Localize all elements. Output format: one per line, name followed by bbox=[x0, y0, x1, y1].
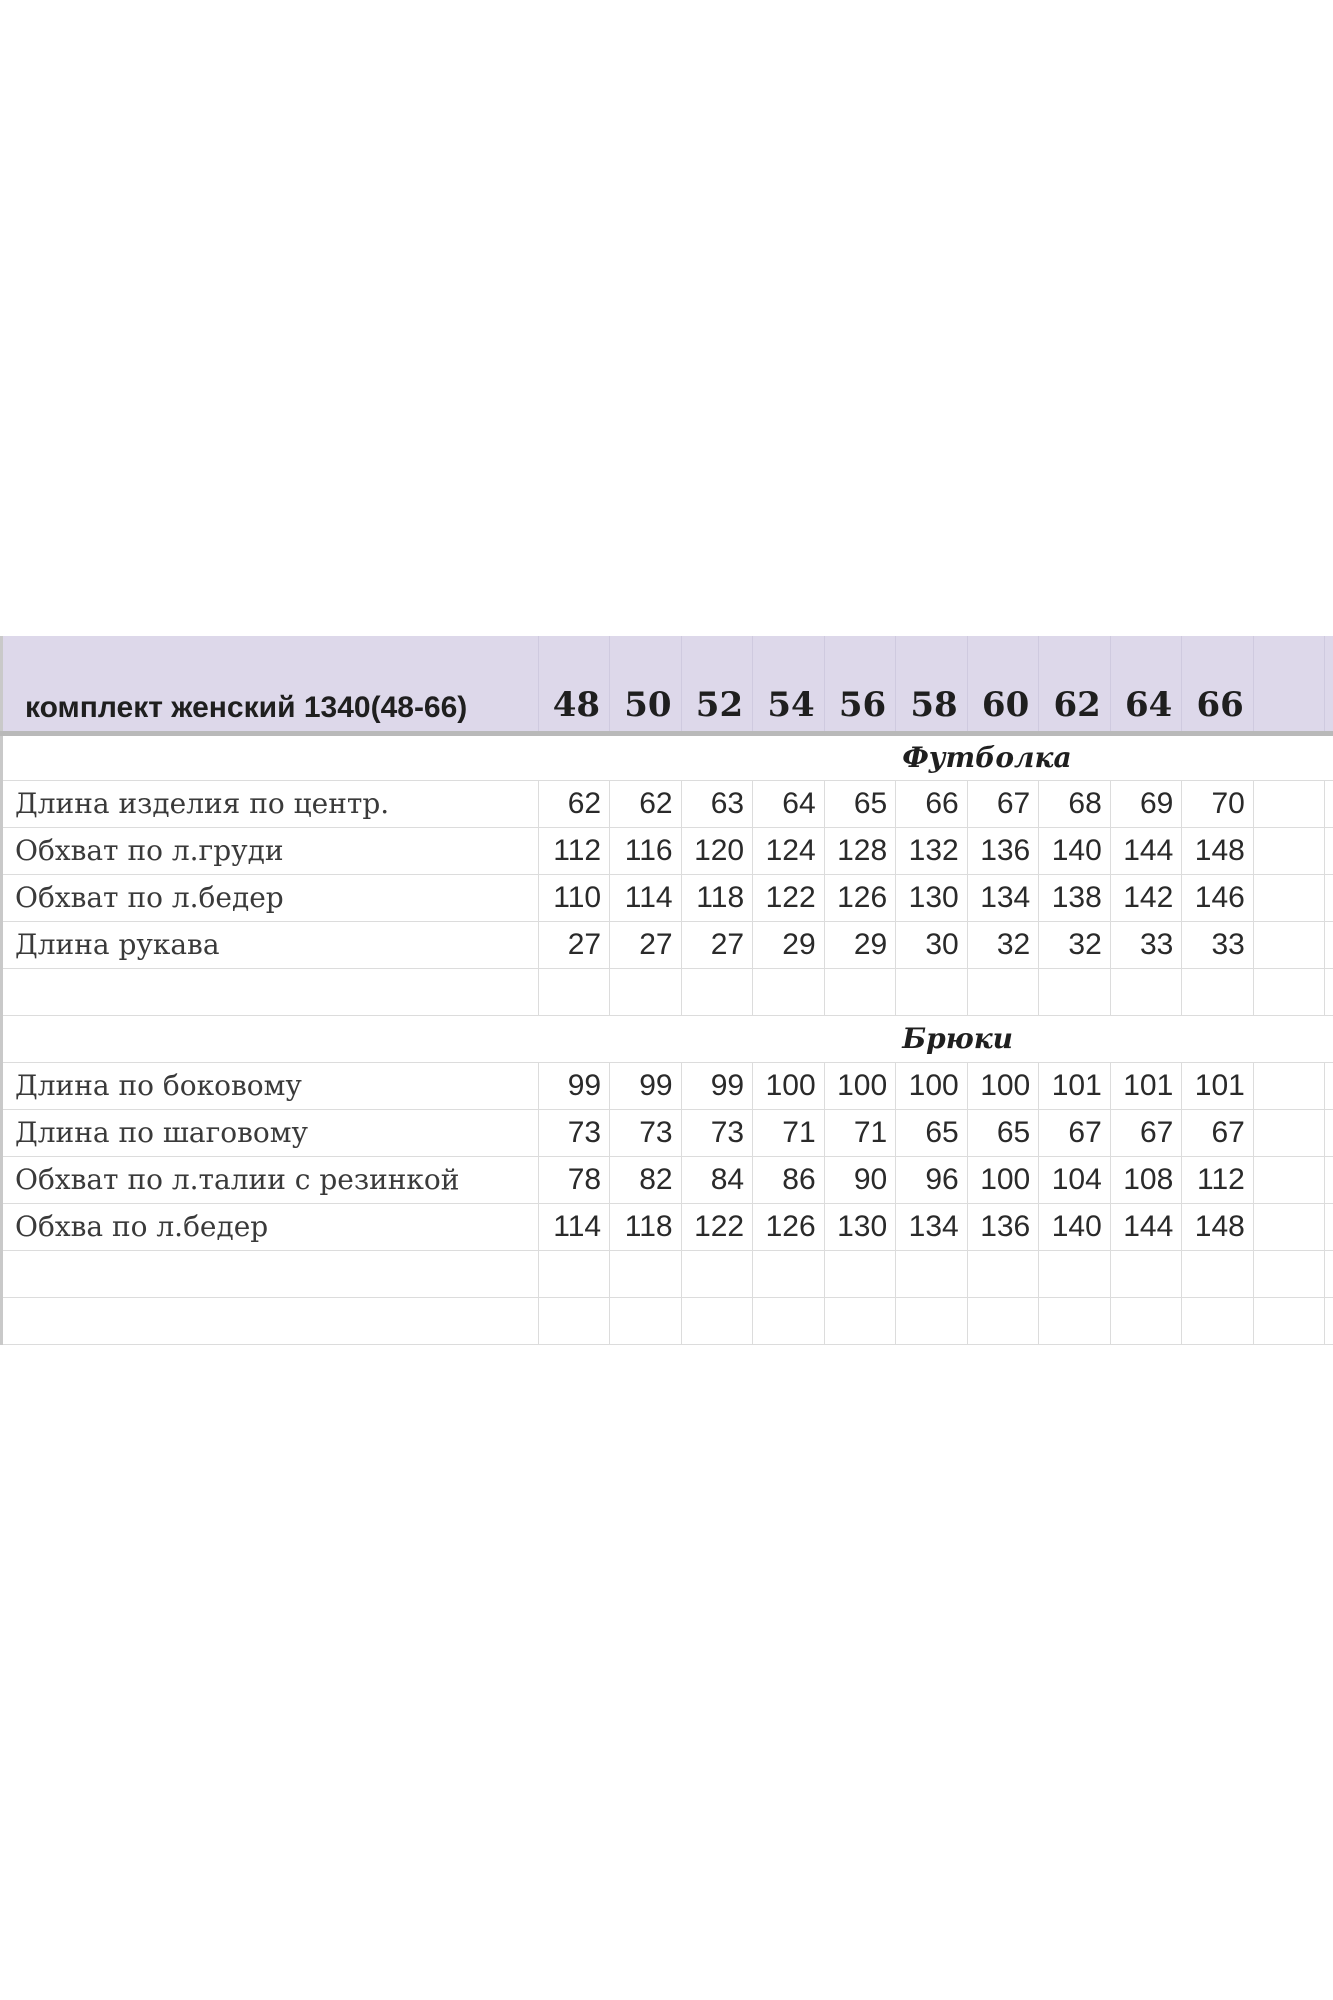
measurement-cell: 73 bbox=[538, 1109, 610, 1156]
empty-cell bbox=[1182, 1297, 1254, 1344]
measurement-cell: 100 bbox=[967, 1062, 1039, 1109]
empty-cell bbox=[681, 1297, 753, 1344]
empty-cell bbox=[2, 733, 539, 780]
row-label: Обхват по л.бедер bbox=[2, 874, 539, 921]
row-label: Длина по шаговому bbox=[2, 1109, 539, 1156]
empty-cell bbox=[610, 1297, 682, 1344]
measurement-cell: 134 bbox=[896, 1203, 968, 1250]
empty-cell bbox=[1182, 733, 1254, 780]
size-header: 52 bbox=[681, 636, 753, 733]
measurement-cell: 112 bbox=[538, 827, 610, 874]
measurement-cell: 73 bbox=[681, 1109, 753, 1156]
measurement-cell: 63 bbox=[681, 780, 753, 827]
measurement-cell: 73 bbox=[610, 1109, 682, 1156]
row-label: Обхват по л.талии с резинкой bbox=[2, 1156, 539, 1203]
table-row bbox=[2, 1062, 1333, 1109]
empty-cell bbox=[1253, 733, 1325, 780]
empty-cell bbox=[824, 1297, 896, 1344]
measurement-cell: 65 bbox=[967, 1109, 1039, 1156]
empty-cell bbox=[610, 1250, 682, 1297]
section-title: Футболка bbox=[896, 733, 1111, 780]
measurement-cell: 64 bbox=[753, 780, 825, 827]
blank-row bbox=[2, 1297, 1333, 1344]
empty-cell bbox=[681, 733, 753, 780]
measurement-cell: 134 bbox=[967, 874, 1039, 921]
empty-cell bbox=[753, 1250, 825, 1297]
table-row bbox=[2, 921, 1333, 968]
measurement-cell: 144 bbox=[1110, 1203, 1182, 1250]
measurement-cell: 90 bbox=[824, 1156, 896, 1203]
measurement-cell: 32 bbox=[1039, 921, 1111, 968]
measurement-cell: 122 bbox=[681, 1203, 753, 1250]
empty-cell bbox=[1039, 968, 1111, 1015]
empty-cell bbox=[896, 1297, 968, 1344]
measurement-cell: 108 bbox=[1110, 1156, 1182, 1203]
measurement-cell: 140 bbox=[1039, 827, 1111, 874]
size-header: 62 bbox=[1039, 636, 1111, 733]
measurement-cell: 99 bbox=[610, 1062, 682, 1109]
measurement-cell: 67 bbox=[1110, 1109, 1182, 1156]
empty-cell bbox=[1325, 1203, 1333, 1250]
measurement-cell: 65 bbox=[824, 780, 896, 827]
row-label: Обхва по л.бедер bbox=[2, 1203, 539, 1250]
empty-cell bbox=[1253, 874, 1325, 921]
measurement-cell: 29 bbox=[824, 921, 896, 968]
size-header: 54 bbox=[753, 636, 825, 733]
measurement-cell: 82 bbox=[610, 1156, 682, 1203]
row-label: Длина по боковому bbox=[2, 1062, 539, 1109]
empty-cell bbox=[610, 968, 682, 1015]
empty-cell bbox=[1325, 968, 1333, 1015]
empty-cell bbox=[824, 733, 896, 780]
blank-row bbox=[2, 1250, 1333, 1297]
section-title: Брюки bbox=[896, 1015, 1111, 1062]
empty-cell bbox=[2, 1297, 539, 1344]
measurement-cell: 62 bbox=[538, 780, 610, 827]
measurement-cell: 148 bbox=[1182, 1203, 1254, 1250]
measurement-cell: 126 bbox=[753, 1203, 825, 1250]
empty-cell bbox=[1039, 1250, 1111, 1297]
measurement-cell: 71 bbox=[824, 1109, 896, 1156]
measurement-cell: 136 bbox=[967, 1203, 1039, 1250]
empty-cell bbox=[1325, 733, 1333, 780]
empty-cell bbox=[681, 968, 753, 1015]
measurement-cell: 67 bbox=[1182, 1109, 1254, 1156]
empty-cell bbox=[1325, 1062, 1333, 1109]
measurement-cell: 132 bbox=[896, 827, 968, 874]
table-row bbox=[2, 1109, 1333, 1156]
measurement-cell: 142 bbox=[1110, 874, 1182, 921]
measurement-cell: 67 bbox=[1039, 1109, 1111, 1156]
section-header-row bbox=[2, 733, 1333, 780]
empty-cell bbox=[1110, 733, 1182, 780]
measurement-cell: 118 bbox=[681, 874, 753, 921]
measurement-cell: 86 bbox=[753, 1156, 825, 1203]
measurement-cell: 130 bbox=[896, 874, 968, 921]
empty-cell bbox=[896, 1250, 968, 1297]
empty-cell bbox=[824, 968, 896, 1015]
measurement-cell: 33 bbox=[1182, 921, 1254, 968]
empty-cell bbox=[1253, 1062, 1325, 1109]
table-row bbox=[2, 780, 1333, 827]
measurement-cell: 29 bbox=[753, 921, 825, 968]
measurement-cell: 68 bbox=[1039, 780, 1111, 827]
size-header: 64 bbox=[1110, 636, 1182, 733]
empty-cell bbox=[753, 733, 825, 780]
measurement-cell: 66 bbox=[896, 780, 968, 827]
empty-cell bbox=[2, 968, 539, 1015]
measurement-cell: 33 bbox=[1110, 921, 1182, 968]
size-chart-sheet bbox=[0, 636, 1333, 1363]
measurement-cell: 124 bbox=[753, 827, 825, 874]
measurement-cell: 67 bbox=[967, 780, 1039, 827]
empty-cell bbox=[1325, 921, 1333, 968]
empty-cell bbox=[681, 1015, 753, 1062]
empty-cell bbox=[2, 1015, 539, 1062]
empty-cell bbox=[896, 968, 968, 1015]
size-header: 48 bbox=[538, 636, 610, 733]
size-chart-table bbox=[0, 636, 1333, 1345]
measurement-cell: 78 bbox=[538, 1156, 610, 1203]
table-row bbox=[2, 827, 1333, 874]
empty-cell bbox=[753, 1015, 825, 1062]
empty-cell bbox=[824, 1015, 896, 1062]
table-row bbox=[2, 1156, 1333, 1203]
measurement-cell: 65 bbox=[896, 1109, 968, 1156]
measurement-cell: 30 bbox=[896, 921, 968, 968]
measurement-cell: 70 bbox=[1182, 780, 1254, 827]
empty-cell bbox=[1253, 1250, 1325, 1297]
measurement-cell: 62 bbox=[610, 780, 682, 827]
measurement-cell: 126 bbox=[824, 874, 896, 921]
measurement-cell: 110 bbox=[538, 874, 610, 921]
size-header: 56 bbox=[824, 636, 896, 733]
measurement-cell: 100 bbox=[896, 1062, 968, 1109]
table-row bbox=[2, 874, 1333, 921]
measurement-cell: 114 bbox=[538, 1203, 610, 1250]
empty-cell bbox=[753, 968, 825, 1015]
empty-cell bbox=[1325, 1015, 1333, 1062]
empty-cell bbox=[1325, 780, 1333, 827]
empty-cell bbox=[1253, 1156, 1325, 1203]
empty-cell bbox=[1182, 1015, 1254, 1062]
measurement-cell: 148 bbox=[1182, 827, 1254, 874]
empty-cell bbox=[1182, 968, 1254, 1015]
measurement-cell: 101 bbox=[1039, 1062, 1111, 1109]
empty-cell bbox=[753, 1297, 825, 1344]
empty-cell bbox=[1110, 1250, 1182, 1297]
measurement-cell: 136 bbox=[967, 827, 1039, 874]
measurement-cell: 96 bbox=[896, 1156, 968, 1203]
empty-cell bbox=[681, 1250, 753, 1297]
measurement-cell: 100 bbox=[967, 1156, 1039, 1203]
row-label: Длина рукава bbox=[2, 921, 539, 968]
size-header: 66 bbox=[1182, 636, 1254, 733]
measurement-cell: 100 bbox=[824, 1062, 896, 1109]
measurement-cell: 118 bbox=[610, 1203, 682, 1250]
empty-cell bbox=[610, 733, 682, 780]
empty-cell bbox=[1182, 1250, 1254, 1297]
row-label: Обхват по л.груди bbox=[2, 827, 539, 874]
empty-cell bbox=[1325, 874, 1333, 921]
empty-cell bbox=[1253, 968, 1325, 1015]
empty-cell bbox=[2, 1250, 539, 1297]
row-label: Длина изделия по центр. bbox=[2, 780, 539, 827]
measurement-cell: 114 bbox=[610, 874, 682, 921]
empty-cell bbox=[1325, 1156, 1333, 1203]
empty-cell bbox=[1253, 780, 1325, 827]
size-header: 60 bbox=[967, 636, 1039, 733]
blank-row bbox=[2, 968, 1333, 1015]
empty-cell bbox=[1325, 1250, 1333, 1297]
measurement-cell: 122 bbox=[753, 874, 825, 921]
empty-cell bbox=[1325, 1109, 1333, 1156]
measurement-cell: 99 bbox=[681, 1062, 753, 1109]
empty-cell bbox=[538, 1250, 610, 1297]
measurement-cell: 84 bbox=[681, 1156, 753, 1203]
measurement-cell: 27 bbox=[538, 921, 610, 968]
empty-cell bbox=[1110, 1297, 1182, 1344]
measurement-cell: 130 bbox=[824, 1203, 896, 1250]
measurement-cell: 144 bbox=[1110, 827, 1182, 874]
empty-cell bbox=[967, 1297, 1039, 1344]
measurement-cell: 101 bbox=[1182, 1062, 1254, 1109]
measurement-cell: 116 bbox=[610, 827, 682, 874]
measurement-cell: 101 bbox=[1110, 1062, 1182, 1109]
measurement-cell: 69 bbox=[1110, 780, 1182, 827]
empty-cell bbox=[1253, 921, 1325, 968]
empty-cell bbox=[1253, 1015, 1325, 1062]
measurement-cell: 27 bbox=[681, 921, 753, 968]
empty-cell bbox=[1253, 1297, 1325, 1344]
empty-cell bbox=[824, 1250, 896, 1297]
empty-cell bbox=[538, 1297, 610, 1344]
empty-cell bbox=[967, 1250, 1039, 1297]
measurement-cell: 112 bbox=[1182, 1156, 1254, 1203]
empty-cell bbox=[1325, 1297, 1333, 1344]
empty-cell bbox=[538, 733, 610, 780]
measurement-cell: 146 bbox=[1182, 874, 1254, 921]
measurement-cell: 120 bbox=[681, 827, 753, 874]
measurement-cell: 128 bbox=[824, 827, 896, 874]
measurement-cell: 32 bbox=[967, 921, 1039, 968]
section-header-row bbox=[2, 1015, 1333, 1062]
table-row bbox=[2, 1203, 1333, 1250]
empty-cell bbox=[610, 1015, 682, 1062]
empty-cell bbox=[967, 968, 1039, 1015]
empty-cell bbox=[1110, 968, 1182, 1015]
empty-cell bbox=[1325, 827, 1333, 874]
empty-cell bbox=[538, 968, 610, 1015]
measurement-cell: 138 bbox=[1039, 874, 1111, 921]
empty-cell bbox=[1325, 636, 1333, 733]
measurement-cell: 100 bbox=[753, 1062, 825, 1109]
empty-cell bbox=[538, 1015, 610, 1062]
measurement-cell: 104 bbox=[1039, 1156, 1111, 1203]
empty-cell bbox=[1253, 636, 1325, 733]
empty-cell bbox=[1253, 1203, 1325, 1250]
empty-cell bbox=[1110, 1015, 1182, 1062]
header-row bbox=[2, 636, 1333, 733]
empty-cell bbox=[1253, 827, 1325, 874]
measurement-cell: 99 bbox=[538, 1062, 610, 1109]
size-header: 58 bbox=[896, 636, 968, 733]
table-title: комплект женский 1340(48-66) bbox=[2, 636, 539, 733]
measurement-cell: 140 bbox=[1039, 1203, 1111, 1250]
empty-cell bbox=[1039, 1297, 1111, 1344]
measurement-cell: 27 bbox=[610, 921, 682, 968]
empty-cell bbox=[1253, 1109, 1325, 1156]
measurement-cell: 71 bbox=[753, 1109, 825, 1156]
size-header: 50 bbox=[610, 636, 682, 733]
